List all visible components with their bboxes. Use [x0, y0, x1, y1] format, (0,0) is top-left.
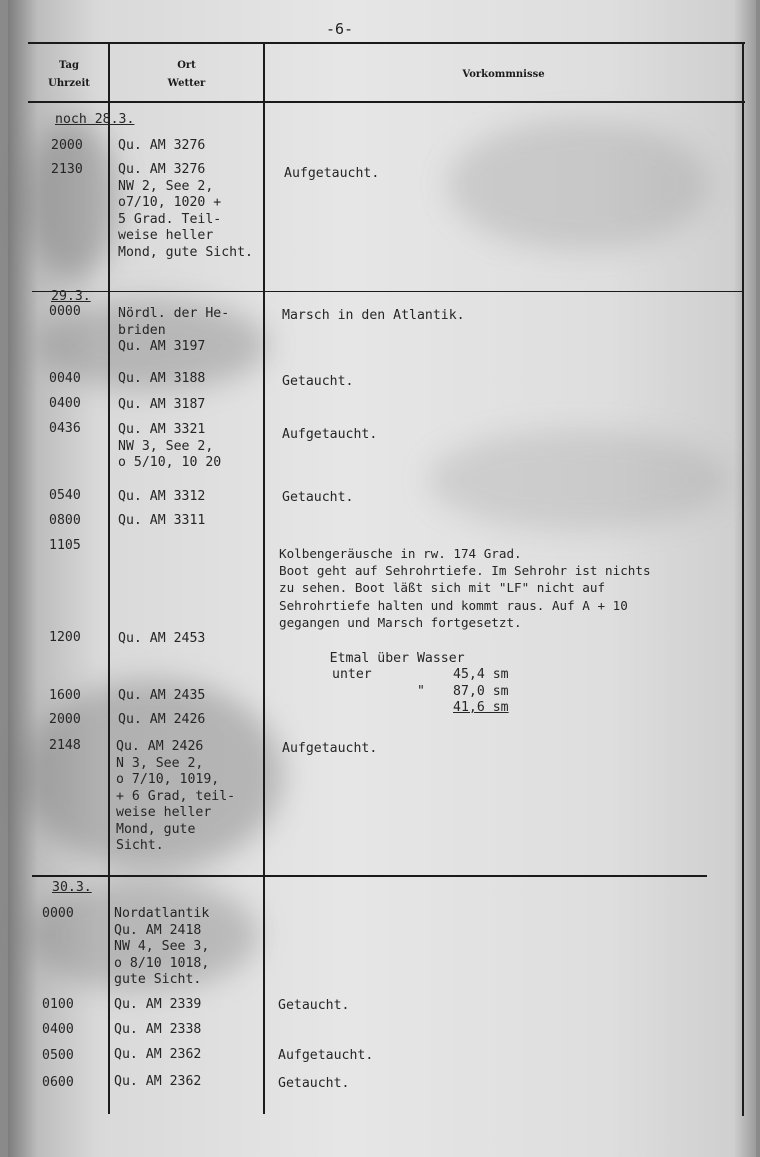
- entry-place: Nördl. der He- briden Qu. AM 3197: [118, 306, 230, 354]
- entry-event: Aufgetaucht.: [278, 1048, 374, 1063]
- etmal-label: Etmal über Wasser: [329, 650, 465, 666]
- column-divider: [108, 42, 110, 1114]
- entry-place: Qu. AM 3312: [118, 489, 206, 504]
- entry-time: 0436: [49, 421, 81, 436]
- entry-place: Qu. AM 2426 N 3, See 2, o 7/10, 1019, + 6 Grad, teil- weise heller Mond, gute Sicht.: [116, 739, 236, 853]
- header-rule: [28, 101, 745, 103]
- section-date: noch 28.3.: [55, 112, 135, 127]
- section-date: 30.3.: [52, 880, 92, 895]
- header-tag-uhrzeit: [30, 57, 108, 93]
- entry-time: 0500: [42, 1048, 74, 1063]
- scan-shadow: [448, 120, 708, 250]
- entry-time: 1600: [49, 688, 81, 703]
- entry-place: Qu. AM 2362: [114, 1074, 202, 1089]
- entry-place: Qu. AM 3276 NW 2, See 2, o7/10, 1020 + 5 Grad. Teil- weise heller Mond, gute Sicht.: [118, 162, 253, 260]
- header-ort-wetter: [110, 57, 263, 93]
- etmal-block: [282, 634, 509, 715]
- entry-time: 2000: [49, 712, 81, 727]
- entry-place: Qu. AM 2453: [118, 631, 206, 646]
- entry-time: 0600: [42, 1075, 74, 1090]
- entry-event: Aufgetaucht.: [282, 741, 378, 756]
- entry-place: Qu. AM 3188: [118, 371, 206, 386]
- entry-place: Qu. AM 3187: [118, 397, 206, 412]
- header-line: Uhrzeit: [48, 78, 90, 89]
- entry-time: 0000: [42, 906, 74, 921]
- table-right-border: [742, 42, 744, 1116]
- entry-time: 0400: [42, 1022, 74, 1037]
- entry-time: 0400: [49, 396, 81, 411]
- scan-shadow: [428, 430, 728, 530]
- entry-place: Qu. AM 2338: [114, 1022, 202, 1037]
- header-vorkommnisse: Vorkommnisse: [462, 69, 545, 80]
- page-number: -6-: [326, 20, 354, 38]
- entry-time: 0000: [49, 304, 81, 319]
- entry-time: 0800: [49, 513, 81, 528]
- entry-place: Qu. AM 2435: [118, 688, 206, 703]
- entry-time: 2130: [51, 162, 83, 177]
- entry-time: 1105: [49, 538, 81, 553]
- entry-event: Kolbengeräusche in rw. 174 Grad. Boot geht auf Sehrohrtiefe. Im Sehrohr ist nichts zu sehen. Boot läßt sich mit "LF" nicht auf Sehrohrtiefe halten und kommt raus. Auf A + 10 gegangen und Marsch fortgesetzt.: [279, 546, 651, 630]
- entry-time: 0040: [49, 371, 81, 386]
- table-top-rule: [28, 42, 745, 44]
- entry-place: Qu. AM 3276: [118, 138, 206, 153]
- etmal-total: 87,0 sm: [453, 683, 509, 699]
- entry-time: 2148: [49, 738, 81, 753]
- document-page: [8, 0, 756, 1157]
- entry-place: Qu. AM 3311: [118, 513, 206, 528]
- header-line: Ort: [177, 60, 196, 71]
- entry-event: Marsch in den Atlantik.: [282, 308, 465, 323]
- entry-time: 1200: [49, 630, 81, 645]
- entry-time: 2000: [51, 138, 83, 153]
- section-divider: [32, 875, 707, 877]
- entry-time: 0100: [42, 997, 74, 1012]
- entry-event: Getaucht.: [278, 1076, 350, 1091]
- entry-event: Aufgetaucht.: [282, 427, 378, 442]
- entry-event: Getaucht.: [282, 490, 354, 505]
- entry-place: Nordatlantik Qu. AM 2418 NW 4, See 3, o 8/10 1018, gute Sicht.: [114, 906, 210, 987]
- etmal-value: 41,6 sm: [453, 700, 509, 715]
- etmal-value: 45,4 sm: [453, 667, 509, 682]
- entry-event: Aufgetaucht.: [284, 166, 380, 181]
- etmal-label: unter: [332, 667, 372, 682]
- header-line: Tag: [59, 60, 79, 71]
- entry-time: 0540: [49, 488, 81, 503]
- entry-place: Qu. AM 2339: [114, 997, 202, 1012]
- column-divider: [263, 42, 265, 1114]
- entry-event: Getaucht.: [278, 998, 350, 1013]
- header-tag-uhrzeit-text: [30, 57, 108, 93]
- ditto-mark: ": [417, 683, 425, 699]
- entry-event: Getaucht.: [282, 374, 354, 389]
- header-line: Wetter: [167, 78, 206, 89]
- entry-place: Qu. AM 2362: [114, 1047, 202, 1062]
- section-date: 29.3.: [51, 289, 91, 304]
- section-divider: [32, 291, 744, 292]
- entry-place: Qu. AM 3321 NW 3, See 2, o 5/10, 10 20: [118, 422, 222, 470]
- entry-place: Qu. AM 2426: [118, 712, 206, 727]
